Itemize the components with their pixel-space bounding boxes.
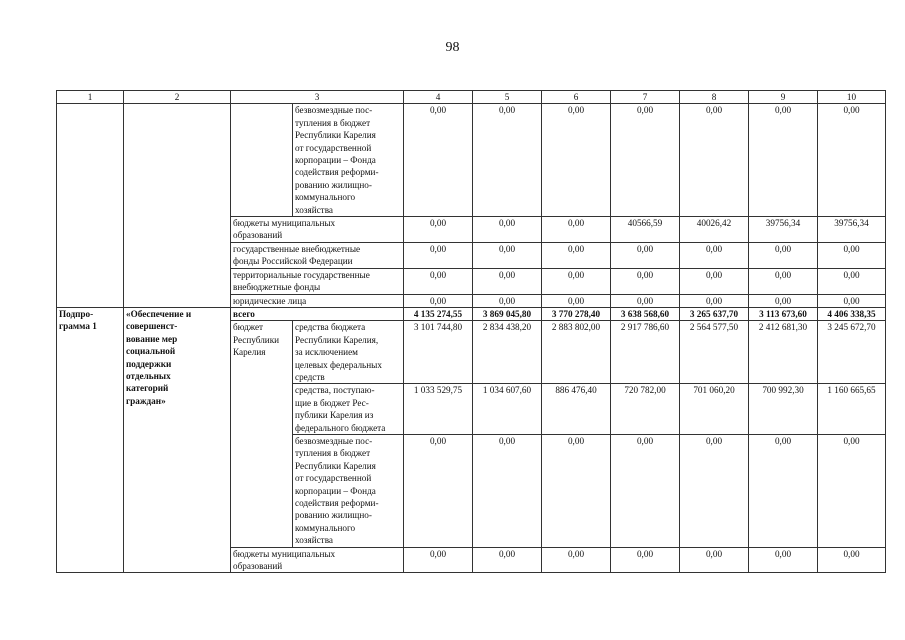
value-cell: 2 834 438,20	[473, 321, 542, 384]
value-cell: 0,00	[473, 217, 542, 243]
value-cell: 0,00	[404, 217, 473, 243]
funding-source-cell: средства, поступаю- щие в бюджет Рес- публики Карелия из федерального бюджета	[293, 384, 404, 435]
column-header: 2	[124, 91, 231, 104]
value-cell: 0,00	[611, 268, 680, 294]
column-header: 9	[749, 91, 818, 104]
value-cell: 3 101 744,80	[404, 321, 473, 384]
value-cell: 40026,42	[680, 217, 749, 243]
value-cell: 4 406 338,35	[818, 307, 886, 320]
value-cell: 1 034 607,60	[473, 384, 542, 435]
value-cell: 0,00	[818, 547, 886, 573]
value-cell: 0,00	[473, 294, 542, 307]
value-cell: 720 782,00	[611, 384, 680, 435]
value-cell: 2 412 681,30	[749, 321, 818, 384]
value-cell: 39756,34	[749, 217, 818, 243]
funding-source-cell: юридические лица	[231, 294, 404, 307]
value-cell: 0,00	[473, 547, 542, 573]
value-cell: 3 245 672,70	[818, 321, 886, 384]
value-cell: 0,00	[542, 104, 611, 217]
page-number: 98	[445, 40, 460, 55]
value-cell: 0,00	[473, 268, 542, 294]
value-cell: 3 869 045,80	[473, 307, 542, 320]
value-cell: 0,00	[404, 104, 473, 217]
subprogram-title-cell: «Обеспечение и совершенст- вование мер социальной поддержки отдельных категорий граждан»	[124, 307, 231, 573]
funding-source-cell: бюджеты муниципальных образований	[231, 217, 404, 243]
blank-cell	[231, 104, 293, 217]
funding-table	[56, 90, 886, 573]
value-cell: 0,00	[818, 434, 886, 547]
column-number-row	[57, 91, 886, 104]
value-cell: 0,00	[680, 434, 749, 547]
value-cell: 0,00	[542, 217, 611, 243]
value-cell: 2 917 786,60	[611, 321, 680, 384]
funding-source-cell: территориальные государственные внебюджетные фонды	[231, 268, 404, 294]
value-cell: 0,00	[404, 547, 473, 573]
value-cell: 0,00	[680, 294, 749, 307]
value-cell: 700 992,30	[749, 384, 818, 435]
value-cell: 40566,59	[611, 217, 680, 243]
table-row	[57, 307, 886, 320]
value-cell: 0,00	[611, 242, 680, 268]
budget-type-cell: бюджет Республики Карелия	[231, 321, 293, 547]
value-cell: 701 060,20	[680, 384, 749, 435]
value-cell: 0,00	[473, 242, 542, 268]
value-cell: 3 638 568,60	[611, 307, 680, 320]
value-cell: 39756,34	[818, 217, 886, 243]
value-cell: 0,00	[680, 104, 749, 217]
value-cell: 0,00	[818, 268, 886, 294]
value-cell: 1 033 529,75	[404, 384, 473, 435]
value-cell: 0,00	[680, 547, 749, 573]
value-cell: 0,00	[749, 294, 818, 307]
column-header: 8	[680, 91, 749, 104]
column-header: 6	[542, 91, 611, 104]
value-cell: 3 770 278,40	[542, 307, 611, 320]
value-cell: 0,00	[818, 242, 886, 268]
column-header: 3	[231, 91, 404, 104]
value-cell: 0,00	[542, 434, 611, 547]
value-cell: 0,00	[749, 104, 818, 217]
value-cell: 0,00	[749, 268, 818, 294]
value-cell: 0,00	[611, 104, 680, 217]
value-cell: 0,00	[473, 434, 542, 547]
value-cell: 3 265 637,70	[680, 307, 749, 320]
value-cell: 2 564 577,50	[680, 321, 749, 384]
value-cell: 0,00	[473, 104, 542, 217]
value-cell: 0,00	[611, 434, 680, 547]
value-cell: 0,00	[404, 268, 473, 294]
column-header: 5	[473, 91, 542, 104]
funding-source-cell: безвозмездные пос- тупления в бюджет Республики Карелия от государственной корпорации – Фонда содействия реформи- рованию жилищно- коммунального хозяйства	[293, 104, 404, 217]
funding-source-cell: бюджеты муниципальных образований	[231, 547, 404, 573]
value-cell: 2 883 802,00	[542, 321, 611, 384]
blank-cell	[124, 104, 231, 308]
value-cell: 0,00	[611, 547, 680, 573]
value-cell: 0,00	[680, 242, 749, 268]
funding-source-cell: безвозмездные пос- тупления в бюджет Республики Карелия от государственной корпорации – Фонда содействия реформи- рованию жилищно- коммунального хозяйства	[293, 434, 404, 547]
value-cell: 0,00	[542, 294, 611, 307]
value-cell: 0,00	[818, 294, 886, 307]
value-cell: 0,00	[611, 294, 680, 307]
value-cell: 0,00	[680, 268, 749, 294]
value-cell: 0,00	[542, 268, 611, 294]
value-cell: 1 160 665,65	[818, 384, 886, 435]
value-cell: 0,00	[749, 242, 818, 268]
value-cell: 4 135 274,55	[404, 307, 473, 320]
column-header: 7	[611, 91, 680, 104]
funding-source-cell: средства бюджета Республики Карелия, за исключением целевых федеральных средств	[293, 321, 404, 384]
column-header: 1	[57, 91, 124, 104]
total-label-cell: всего	[231, 307, 404, 320]
table-row	[57, 104, 886, 217]
value-cell: 886 476,40	[542, 384, 611, 435]
subprogram-number-cell: Подпро- грамма 1	[57, 307, 124, 573]
value-cell: 0,00	[749, 434, 818, 547]
value-cell: 0,00	[404, 294, 473, 307]
column-header: 4	[404, 91, 473, 104]
value-cell: 0,00	[542, 242, 611, 268]
value-cell: 0,00	[404, 434, 473, 547]
blank-cell	[57, 104, 124, 308]
value-cell: 0,00	[404, 242, 473, 268]
funding-source-cell: государственные внебюджетные фонды Российской Федерации	[231, 242, 404, 268]
value-cell: 3 113 673,60	[749, 307, 818, 320]
column-header: 10	[818, 91, 886, 104]
value-cell: 0,00	[818, 104, 886, 217]
value-cell: 0,00	[749, 547, 818, 573]
value-cell: 0,00	[542, 547, 611, 573]
